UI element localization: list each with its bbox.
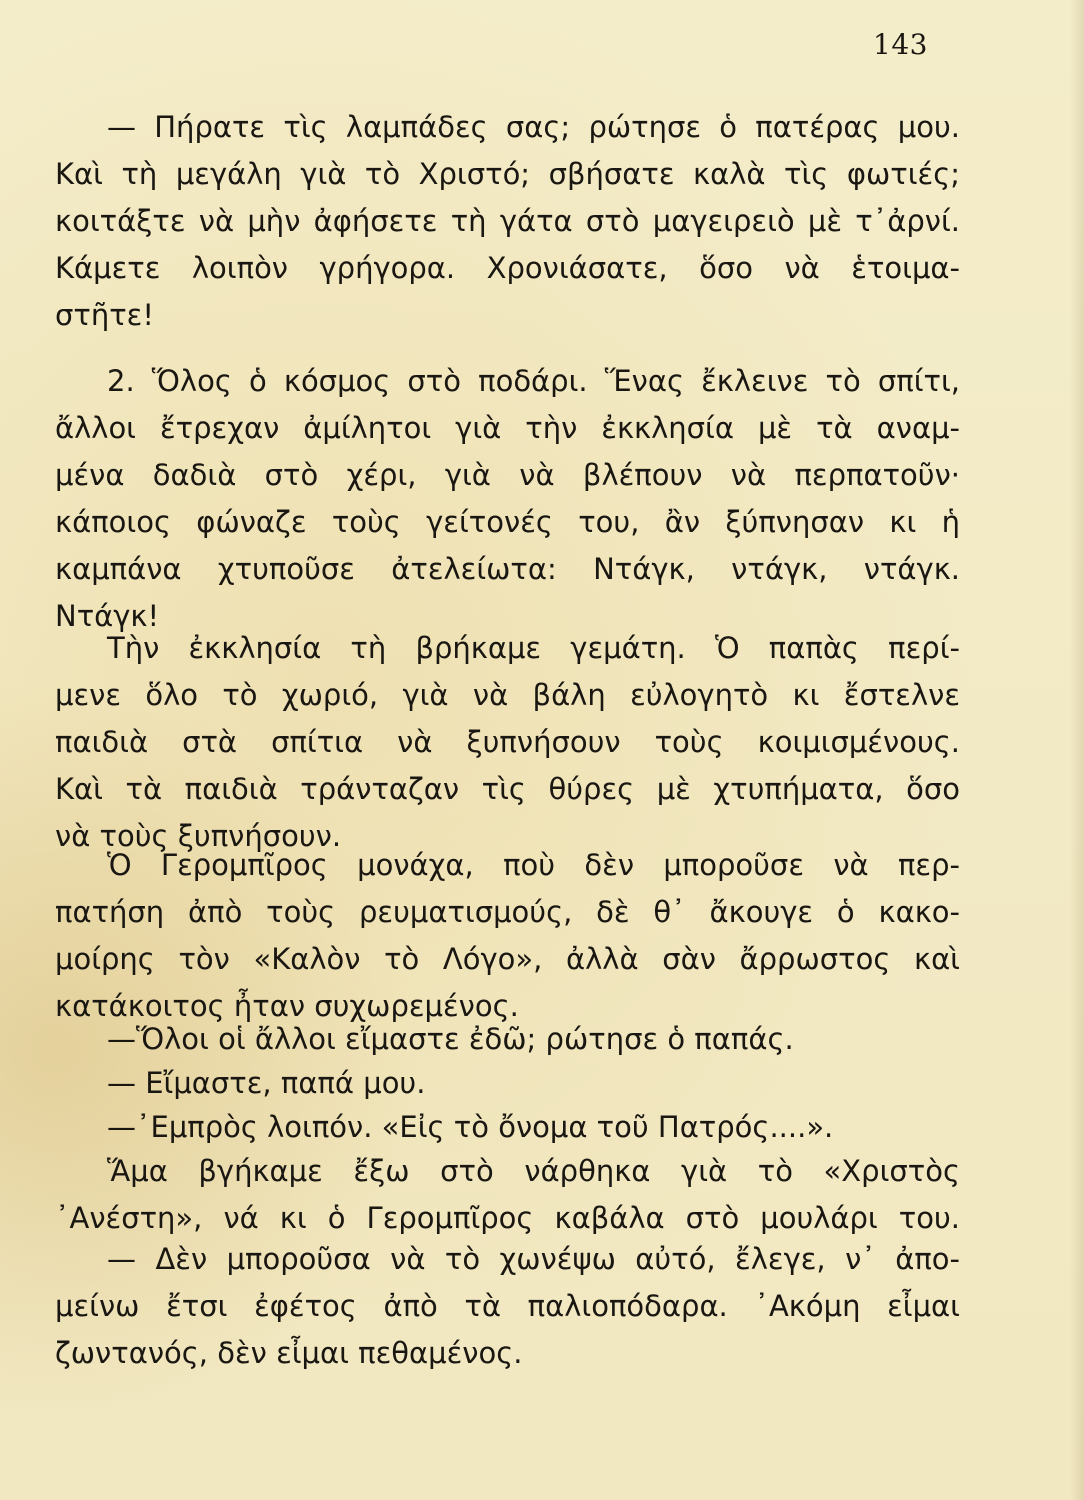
paragraph xyxy=(55,625,960,860)
text-line: μενε ὅλο τὸ χωριό, γιὰ νὰ βάλη εὐλογητὸ κι ἔστελνε xyxy=(55,678,960,712)
paragraph xyxy=(55,1060,960,1107)
text-line: — Πήρατε τὶς λαμπάδες σας; ρώτησε ὁ πατέρας μου. xyxy=(107,110,960,144)
text-line: —᾽Εμπρὸς λοιπόν. «Εἰς τὸ ὄνομα τοῦ Πατρός....». xyxy=(107,1110,834,1144)
text-line: Καὶ τὴ μεγάλη γιὰ τὸ Χριστό; σβήσατε καλὰ τὶς φωτιές; xyxy=(55,157,960,191)
text-line: παιδιὰ στὰ σπίτια νὰ ξυπνήσουν τοὺς κοιμισμένους. xyxy=(55,725,960,759)
text-line: κάποιος φώναζε τοὺς γείτονές του, ἂν ξύπνησαν κι ἡ xyxy=(55,505,960,539)
paragraph xyxy=(55,1236,960,1377)
text-line: νὰ τοὺς ξυπνήσουν. xyxy=(55,819,342,853)
paragraph xyxy=(55,358,960,640)
text-line: καμπάνα χτυποῦσε ἀτελείωτα: Ντάγκ, ντάγκ, ντάγκ. xyxy=(55,552,960,586)
page-number: 143 xyxy=(873,28,928,61)
text-line: Ἅμα βγήκαμε ἔξω στὸ νάρθηκα γιὰ τὸ «Χριστὸς xyxy=(107,1154,960,1188)
text-line: Τὴν ἐκκλησία τὴ βρήκαμε γεμάτη. Ὁ παπὰς περί- xyxy=(107,631,960,665)
page-edge-shadow xyxy=(1070,0,1084,1500)
text-line: ᾽Ανέστη», νά κι ὁ Γερομπῖρος καβάλα στὸ μουλάρι του. xyxy=(55,1201,960,1235)
text-line: ἄλλοι ἔτρεχαν ἀμίλητοι γιὰ τὴν ἐκκλησία μὲ τὰ αναμ- xyxy=(55,411,960,445)
text-line: κοιτάξτε νὰ μὴν ἀφήσετε τὴ γάτα στὸ μαγειρειὸ μὲ τ᾽ἀρνί. xyxy=(55,204,960,238)
text-line: 2. Ὅλος ὁ κόσμος στὸ ποδάρι. Ἕνας ἔκλεινε τὸ σπίτι, xyxy=(107,364,960,398)
paragraph xyxy=(55,1148,960,1242)
text-line: πατήση ἀπὸ τοὺς ρευματισμούς, δὲ θ᾽ ἄκουγε ὁ κακο- xyxy=(55,895,960,929)
paragraph xyxy=(55,842,960,1030)
text-line: — Εἴμαστε, παπά μου. xyxy=(107,1066,426,1100)
paragraph xyxy=(55,1016,960,1063)
text-line: —Ὅλοι οἱ ἄλλοι εἴμαστε ἐδῶ; ρώτησε ὁ παπάς. xyxy=(107,1022,794,1056)
text-line: μοίρης τὸν «Καλὸν τὸ Λόγο», ἀλλὰ σὰν ἄρρωστος καὶ xyxy=(55,942,960,976)
text-line: μείνω ἔτσι ἐφέτος ἀπὸ τὰ παλιοπόδαρα. ᾽Ακόμη εἶμαι xyxy=(55,1289,960,1323)
text-line: στῆτε! xyxy=(55,298,154,332)
text-line: Ντάγκ! xyxy=(55,599,160,633)
text-line: Κάμετε λοιπὸν γρήγορα. Χρονιάσατε, ὅσο νὰ ἑτοιμα- xyxy=(55,251,960,285)
text-line: Καὶ τὰ παιδιὰ τράνταζαν τὶς θύρες μὲ χτυπήματα, ὅσο xyxy=(55,772,960,806)
text-line: ζωντανός, δὲν εἶμαι πεθαμένος. xyxy=(55,1336,523,1370)
text-line: μένα δαδιὰ στὸ χέρι, γιὰ νὰ βλέπουν νὰ περπατοῦν· xyxy=(55,458,960,492)
text-line: Ὁ Γερομπῖρος μονάχα, ποὺ δὲν μποροῦσε νὰ περ- xyxy=(107,848,960,882)
paragraph xyxy=(55,104,960,339)
text-line: — Δὲν μποροῦσα νὰ τὸ χωνέψω αὐτό, ἔλεγε, ν᾽ ἀπο- xyxy=(107,1242,960,1276)
paragraph xyxy=(55,1104,960,1151)
text-line: κατάκοιτος ἦταν συχωρεμένος. xyxy=(55,989,519,1023)
